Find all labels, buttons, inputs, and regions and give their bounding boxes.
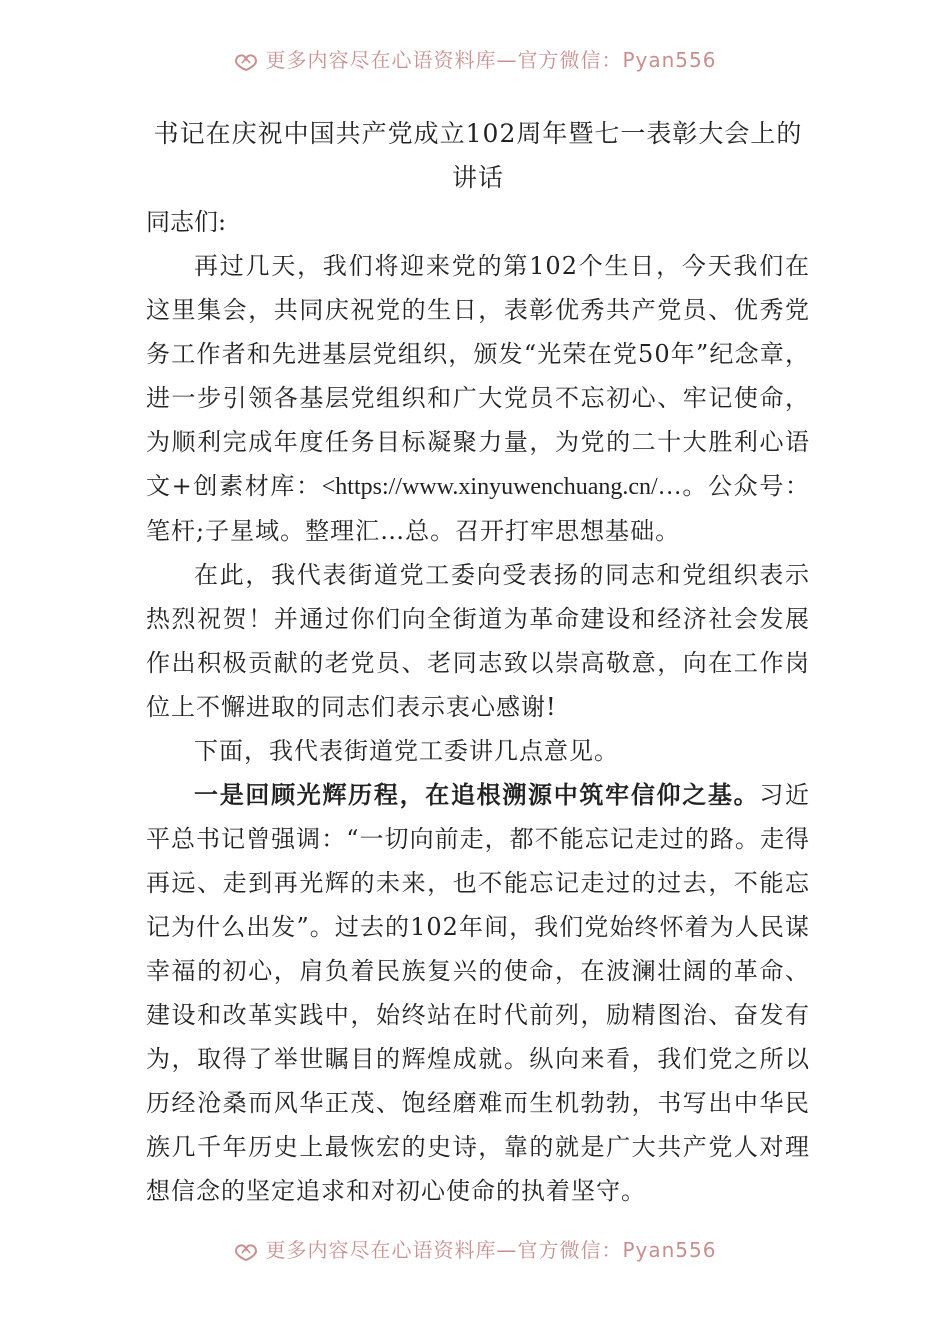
salutation: 同志们: [146, 208, 227, 236]
paragraph-2: 在此，我代表街道党工委向受表扬的同志和党组织表示热烈祝贺！并通过你们向全街道为革命建设和经济社会发展作出积极贡献的老党员、老同志致以崇高敬意，向在工作岗位上不懈进取的同志们表示衷心感谢! [146, 561, 810, 721]
paragraph-4 [146, 773, 810, 1213]
watermark-text-top: 更多内容尽在心语资料库—官方微信：Pyan556 [265, 48, 717, 72]
document-title: 书记在庆祝中国共产党成立102周年暨七一表彰大会上的讲话 [153, 119, 803, 192]
document-page [146, 112, 810, 1213]
paragraph-1 [146, 244, 810, 553]
paragraph-4-text: 习近平总书记曾强调：“一切向前走，都不能忘记走过的路。走得再远、走到再光辉的未来，也不能忘记走过的过去，不能忘记为什么出发”。过去的102年间，我们党始终怀着为人民谋幸福的初心，肩负着民族复兴的使命，在波澜壮阔的革命、建设和改革实践中，始终站在时代前列，励精图治、奋发有为，取得了举世瞩目的辉煌成就。纵向来看，我们党之所以历经沧桑而风华正茂、饱经磨难而生机勃勃，书写出中华民族几千年历史上最恢宏的史诗，靠的就是广大共产党人对理想信念的坚定追求和对初心使命的执着坚守。 [146, 781, 811, 1205]
brand-logo-icon [233, 51, 259, 71]
paragraph-4-lead: 一是回顾光辉历程，在追根溯源中筑牢信仰之基。 [194, 780, 760, 809]
paragraph-1-tail: 。公众号：笔杆;子星域。整理汇…总。召开打牢思想基础。 [146, 472, 811, 545]
watermark-text-bottom: 更多内容尽在心语资料库—官方微信：Pyan556 [265, 1238, 717, 1262]
paragraph-3: 下面，我代表街道党工委讲几点意见。 [194, 737, 619, 765]
watermark-banner-top [0, 44, 950, 73]
source-link[interactable]: <https://www.xinyuwenchuang.cn/… [321, 474, 682, 500]
watermark-banner-bottom [0, 1234, 950, 1263]
paragraph-1-text: 再过几天，我们将迎来党的第102个生日，今天我们在这里集会，共同庆祝党的生日，表彰优秀共产党员、优秀党务工作者和先进基层党组织，颁发“光荣在党50年”纪念章，进一步引领各基层党组织和广大党员不忘初心、牢记使命，为顺利完成年度任务目标凝聚力量，为党的二十大胜利心语文+创素材库： [146, 252, 810, 500]
brand-logo-icon [233, 1241, 259, 1261]
